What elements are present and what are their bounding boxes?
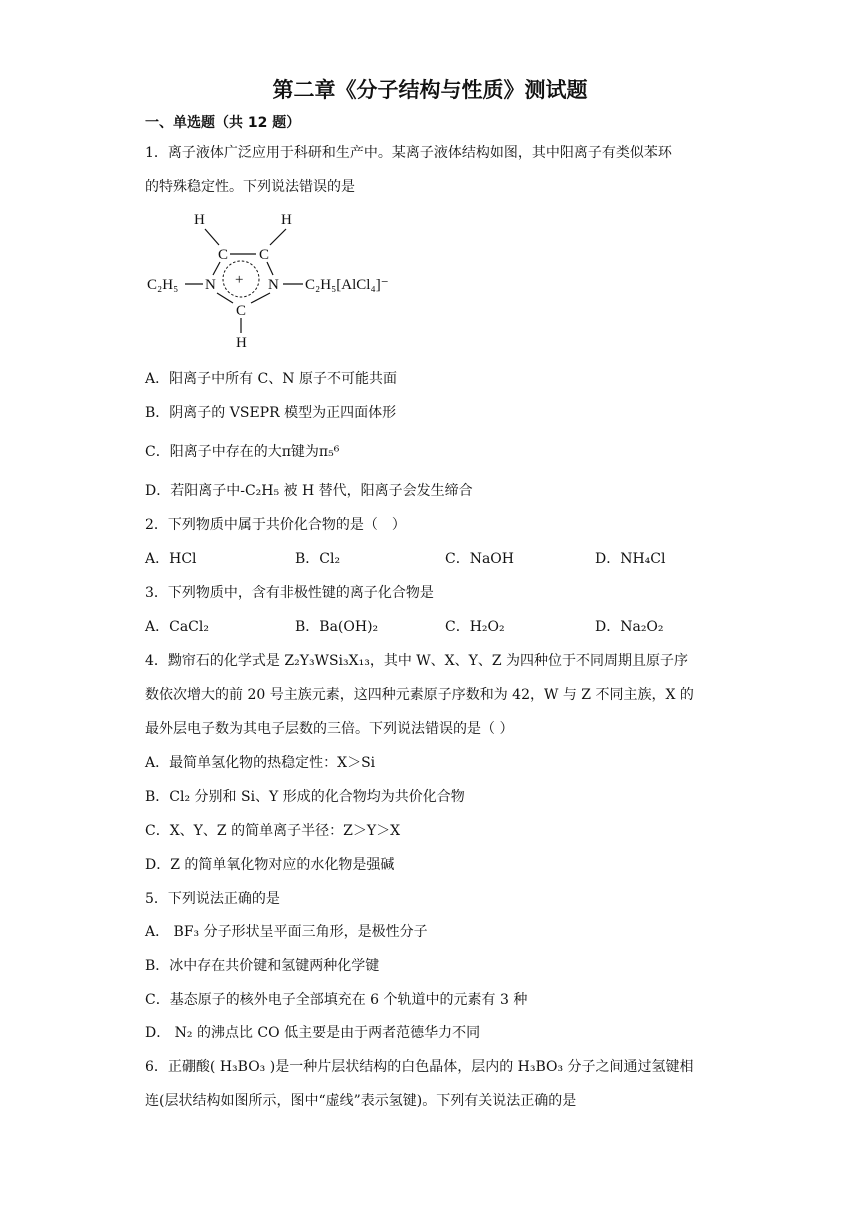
struct-c-top-right: C xyxy=(259,247,270,263)
q5-option-a: A． BF₃ 分子形状呈平面三角形，是极性分子 xyxy=(145,924,428,940)
q2-option-a: A．HCl xyxy=(145,551,197,567)
struct-h-left: H xyxy=(194,212,205,228)
struct-left-group: C₂H₅ xyxy=(147,277,179,293)
q2-option-d: D．NH₄Cl xyxy=(595,551,666,567)
q3-option-c: C．H₂O₂ xyxy=(445,619,505,635)
q1-option-d: D．若阳离子中-C₂H₅ 被 H 替代，阳离子会发生缔合 xyxy=(145,483,473,499)
q1-stem-line1: 1．离子液体广泛应用于科研和生产中。某离子液体结构如图，其中阳离子有类似苯环 xyxy=(145,145,672,161)
struct-h-bottom: H xyxy=(236,335,247,350)
q1-option-c: C．阳离子中存在的大π键为π₅⁶ xyxy=(145,444,340,460)
q4-stem-line3: 最外层电子数为其电子层数的三倍。下列说法错误的是（ ） xyxy=(145,721,514,737)
struct-plus: + xyxy=(235,272,244,288)
q3-options xyxy=(145,616,745,636)
q1-option-b: B．阴离子的 VSEPR 模型为正四面体形 xyxy=(145,405,397,421)
struct-n-left: N xyxy=(205,277,216,293)
q5-option-b: B．冰中存在共价键和氢键两种化学键 xyxy=(145,958,380,974)
q2-option-b: B．Cl₂ xyxy=(295,551,341,567)
struct-c-top-left: C xyxy=(218,247,229,263)
q4-option-c: C．X、Y、Z 的简单离子半径：Z＞Y＞X xyxy=(145,823,401,839)
q4-stem-line1: 4．黝帘石的化学式是 Z₂Y₃WSi₃X₁₃，其中 W、X、Y、Z 为四种位于不同周期且原子序 xyxy=(145,653,689,669)
q5-option-d: D． N₂ 的沸点比 CO 低主要是由于两者范德华力不同 xyxy=(145,1025,481,1041)
q1-stem-line2: 的特殊稳定性。下列说法错误的是 xyxy=(145,179,355,195)
struct-right-group: C₂H₅[AlCl₄]⁻ xyxy=(305,277,389,293)
q6-stem-line2: 连(层状结构如图所示，图中“虚线”表示氢键)。下列有关说法正确的是 xyxy=(145,1093,577,1109)
q2-options xyxy=(145,548,745,568)
q3-option-a: A．CaCl₂ xyxy=(145,619,209,635)
q4-stem-line2: 数依次增大的前 20 号主族元素，这四种元素原子序数和为 42，W 与 Z 不同主族，X 的 xyxy=(145,687,694,703)
q5-stem: 5．下列说法正确的是 xyxy=(145,891,280,907)
q5-option-c: C．基态原子的核外电子全部填充在 6 个轨道中的元素有 3 种 xyxy=(145,992,528,1008)
q4-option-d: D．Z 的简单氧化物对应的水化物是强碱 xyxy=(145,857,395,873)
struct-c-bottom: C xyxy=(236,303,247,319)
section-heading: 一、单选题（共 12 题） xyxy=(145,115,301,131)
q1-option-a: A．阳离子中所有 C、N 原子不可能共面 xyxy=(145,371,397,387)
struct-h-right: H xyxy=(281,212,292,228)
imidazolium-structure-diagram xyxy=(145,205,405,350)
q3-stem: 3．下列物质中，含有非极性键的离子化合物是 xyxy=(145,585,434,601)
q6-stem-line1: 6．正硼酸( H₃BO₃ )是一种片层状结构的白色晶体，层内的 H₃BO₃ 分子之间通过氢键相 xyxy=(145,1059,694,1075)
q2-stem: 2．下列物质中属于共价化合物的是（ ） xyxy=(145,517,406,533)
page-title: 第二章《分子结构与性质》测试题 xyxy=(272,78,588,102)
q4-option-b: B．Cl₂ 分别和 Si、Y 形成的化合物均为共价化合物 xyxy=(145,789,465,805)
q4-option-a: A．最简单氢化物的热稳定性：X＞Si xyxy=(145,755,376,771)
q3-option-d: D．Na₂O₂ xyxy=(595,619,664,635)
struct-n-right: N xyxy=(268,277,279,293)
q2-option-c: C．NaOH xyxy=(445,551,514,567)
q3-option-b: B．Ba(OH)₂ xyxy=(295,619,379,635)
